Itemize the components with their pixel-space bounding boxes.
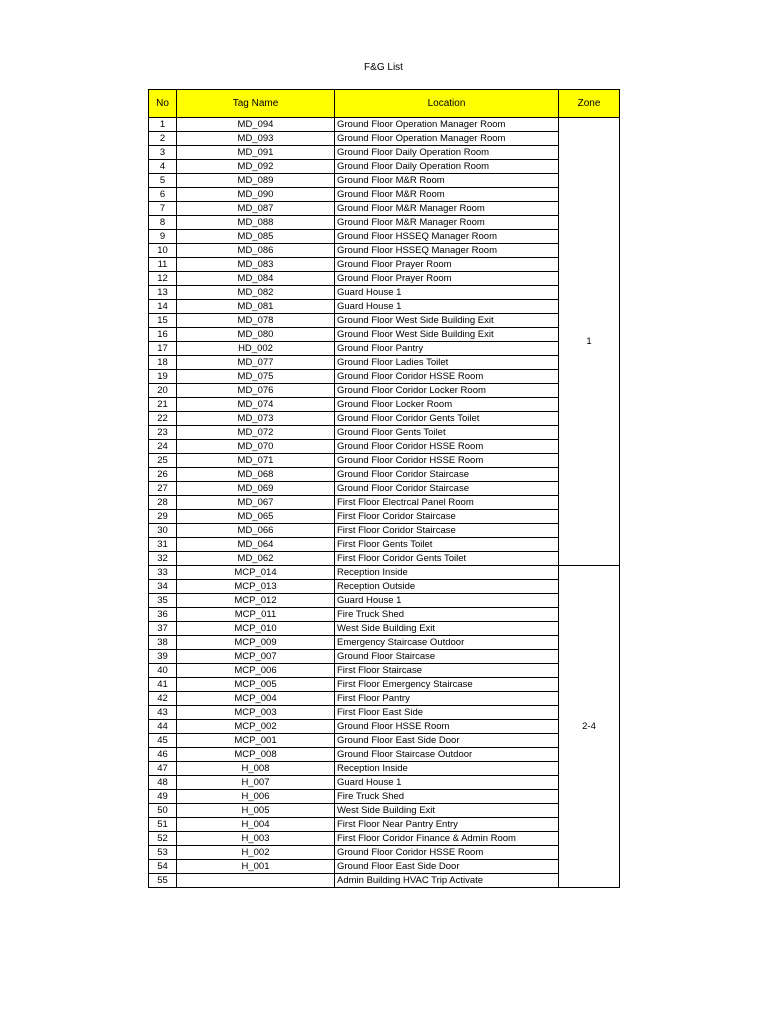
cell-no: 29 [149, 510, 177, 524]
table-row [149, 594, 620, 608]
cell-location: Ground Floor Pantry [335, 342, 559, 356]
table-row [149, 468, 620, 482]
cell-tag-name: MD_091 [177, 146, 335, 160]
cell-tag-name: MD_087 [177, 202, 335, 216]
cell-no: 31 [149, 538, 177, 552]
table-row [149, 118, 620, 132]
header-tag-name: Tag Name [177, 90, 335, 118]
table-row [149, 692, 620, 706]
cell-tag-name: MD_088 [177, 216, 335, 230]
cell-location: Ground Floor Daily Operation Room [335, 160, 559, 174]
cell-no: 3 [149, 146, 177, 160]
cell-tag-name: MCP_001 [177, 734, 335, 748]
cell-no: 48 [149, 776, 177, 790]
cell-location: West Side Building Exit [335, 622, 559, 636]
cell-no: 39 [149, 650, 177, 664]
cell-no: 54 [149, 860, 177, 874]
cell-tag-name: MCP_007 [177, 650, 335, 664]
cell-location: Ground Floor Prayer Room [335, 258, 559, 272]
cell-no: 25 [149, 454, 177, 468]
cell-no: 6 [149, 188, 177, 202]
cell-tag-name: MCP_012 [177, 594, 335, 608]
cell-tag-name: MCP_003 [177, 706, 335, 720]
page-title: F&G List [364, 62, 403, 73]
cell-no: 1 [149, 118, 177, 132]
cell-location: First Floor Coridor Staircase [335, 510, 559, 524]
cell-location: Ground Floor Coridor HSSE Room [335, 846, 559, 860]
cell-tag-name: MD_085 [177, 230, 335, 244]
cell-tag-name: MD_077 [177, 356, 335, 370]
table-row [149, 356, 620, 370]
cell-tag-name: MD_084 [177, 272, 335, 286]
cell-location: Reception Inside [335, 762, 559, 776]
table-row [149, 790, 620, 804]
cell-tag-name: MD_062 [177, 552, 335, 566]
cell-tag-name: H_008 [177, 762, 335, 776]
cell-location: Ground Floor Gents Toilet [335, 426, 559, 440]
cell-zone: 2-4 [559, 566, 620, 888]
cell-no: 22 [149, 412, 177, 426]
cell-tag-name: MD_089 [177, 174, 335, 188]
cell-no: 14 [149, 300, 177, 314]
table-row [149, 188, 620, 202]
table-row [149, 216, 620, 230]
cell-no: 15 [149, 314, 177, 328]
table-row [149, 552, 620, 566]
table-row [149, 664, 620, 678]
cell-location: Ground Floor East Side Door [335, 860, 559, 874]
cell-tag-name: MD_082 [177, 286, 335, 300]
cell-tag-name: MCP_011 [177, 608, 335, 622]
cell-location: First Floor Coridor Staircase [335, 524, 559, 538]
cell-tag-name: MD_073 [177, 412, 335, 426]
cell-tag-name: H_005 [177, 804, 335, 818]
cell-tag-name: MCP_005 [177, 678, 335, 692]
cell-no: 34 [149, 580, 177, 594]
cell-location: First Floor Pantry [335, 692, 559, 706]
cell-tag-name: H_006 [177, 790, 335, 804]
table-row [149, 622, 620, 636]
cell-location: First Floor Near Pantry Entry [335, 818, 559, 832]
table-row [149, 482, 620, 496]
cell-no: 9 [149, 230, 177, 244]
cell-location: Fire Truck Shed [335, 608, 559, 622]
cell-tag-name: MCP_006 [177, 664, 335, 678]
cell-location: Ground Floor M&R Room [335, 188, 559, 202]
header-zone: Zone [559, 90, 620, 118]
cell-no: 43 [149, 706, 177, 720]
cell-no: 46 [149, 748, 177, 762]
cell-location: Ground Floor Operation Manager Room [335, 118, 559, 132]
cell-tag-name: H_003 [177, 832, 335, 846]
table-row [149, 510, 620, 524]
table-row [149, 650, 620, 664]
cell-tag-name: MD_072 [177, 426, 335, 440]
cell-no: 12 [149, 272, 177, 286]
cell-no: 30 [149, 524, 177, 538]
cell-no: 23 [149, 426, 177, 440]
cell-location: Ground Floor Ladies Toilet [335, 356, 559, 370]
cell-tag-name: MD_068 [177, 468, 335, 482]
cell-tag-name: MD_075 [177, 370, 335, 384]
cell-no: 32 [149, 552, 177, 566]
cell-location: Guard House 1 [335, 300, 559, 314]
table-row [149, 874, 620, 888]
cell-tag-name: MCP_014 [177, 566, 335, 580]
cell-no: 44 [149, 720, 177, 734]
cell-tag-name: MD_081 [177, 300, 335, 314]
table-row [149, 160, 620, 174]
table-row [149, 720, 620, 734]
cell-location: Ground Floor Staircase [335, 650, 559, 664]
table-row [149, 748, 620, 762]
cell-location: Ground Floor Operation Manager Room [335, 132, 559, 146]
cell-tag-name: MD_070 [177, 440, 335, 454]
table-row [149, 762, 620, 776]
cell-no: 42 [149, 692, 177, 706]
table-row [149, 440, 620, 454]
cell-tag-name: MD_067 [177, 496, 335, 510]
table-row [149, 426, 620, 440]
table-row [149, 370, 620, 384]
table-row [149, 286, 620, 300]
cell-location: Ground Floor M&R Manager Room [335, 216, 559, 230]
fg-list-table [148, 89, 620, 888]
cell-location: First Floor Emergency Staircase [335, 678, 559, 692]
cell-location: First Floor Staircase [335, 664, 559, 678]
table-row [149, 202, 620, 216]
table-row [149, 342, 620, 356]
cell-location: Guard House 1 [335, 776, 559, 790]
cell-tag-name: MCP_010 [177, 622, 335, 636]
cell-no: 2 [149, 132, 177, 146]
cell-no: 7 [149, 202, 177, 216]
cell-no: 37 [149, 622, 177, 636]
cell-location: Ground Floor Coridor HSSE Room [335, 454, 559, 468]
cell-location: Ground Floor HSSEQ Manager Room [335, 230, 559, 244]
cell-no: 38 [149, 636, 177, 650]
cell-no: 35 [149, 594, 177, 608]
table-row [149, 818, 620, 832]
table-row [149, 230, 620, 244]
cell-location: Ground Floor Prayer Room [335, 272, 559, 286]
cell-location: Ground Floor Coridor Staircase [335, 482, 559, 496]
cell-tag-name: MD_066 [177, 524, 335, 538]
cell-no: 8 [149, 216, 177, 230]
cell-no: 16 [149, 328, 177, 342]
cell-tag-name: HD_002 [177, 342, 335, 356]
table-row [149, 300, 620, 314]
cell-no: 11 [149, 258, 177, 272]
cell-no: 40 [149, 664, 177, 678]
cell-tag-name: MD_086 [177, 244, 335, 258]
cell-location: Ground Floor Coridor Staircase [335, 468, 559, 482]
cell-tag-name: MCP_004 [177, 692, 335, 706]
table-row [149, 244, 620, 258]
table-row [149, 636, 620, 650]
cell-no: 17 [149, 342, 177, 356]
cell-tag-name: MCP_013 [177, 580, 335, 594]
table-row [149, 454, 620, 468]
table-row [149, 804, 620, 818]
cell-location: Emergency Staircase Outdoor [335, 636, 559, 650]
table-row [149, 496, 620, 510]
table-row [149, 706, 620, 720]
cell-tag-name: MD_064 [177, 538, 335, 552]
cell-location: Ground Floor HSSEQ Manager Room [335, 244, 559, 258]
table-row [149, 860, 620, 874]
cell-tag-name: MD_071 [177, 454, 335, 468]
cell-no: 51 [149, 818, 177, 832]
cell-location: Admin Building HVAC Trip Activate [335, 874, 559, 888]
cell-tag-name: MCP_002 [177, 720, 335, 734]
cell-location: First Floor East Side [335, 706, 559, 720]
cell-location: Ground Floor East Side Door [335, 734, 559, 748]
cell-no: 5 [149, 174, 177, 188]
table-row [149, 258, 620, 272]
cell-tag-name: MD_078 [177, 314, 335, 328]
cell-location: Ground Floor West Side Building Exit [335, 314, 559, 328]
cell-location: Reception Outside [335, 580, 559, 594]
cell-tag-name: H_001 [177, 860, 335, 874]
cell-location: Ground Floor Coridor Gents Toilet [335, 412, 559, 426]
cell-no: 20 [149, 384, 177, 398]
table-row [149, 678, 620, 692]
cell-tag-name: MD_076 [177, 384, 335, 398]
cell-no: 50 [149, 804, 177, 818]
cell-no: 27 [149, 482, 177, 496]
cell-tag-name [177, 874, 335, 888]
table-row [149, 566, 620, 580]
cell-location: First Floor Coridor Finance & Admin Room [335, 832, 559, 846]
cell-location: Fire Truck Shed [335, 790, 559, 804]
cell-tag-name: MD_093 [177, 132, 335, 146]
cell-no: 49 [149, 790, 177, 804]
cell-location: Ground Floor Staircase Outdoor [335, 748, 559, 762]
cell-no: 4 [149, 160, 177, 174]
table-row [149, 272, 620, 286]
cell-location: Ground Floor Coridor HSSE Room [335, 440, 559, 454]
cell-no: 18 [149, 356, 177, 370]
table-header-row [149, 90, 620, 118]
table-row [149, 146, 620, 160]
table-row [149, 398, 620, 412]
cell-location: First Floor Gents Toilet [335, 538, 559, 552]
cell-no: 41 [149, 678, 177, 692]
cell-no: 52 [149, 832, 177, 846]
cell-tag-name: MD_094 [177, 118, 335, 132]
cell-tag-name: H_004 [177, 818, 335, 832]
cell-location: Ground Floor M&R Manager Room [335, 202, 559, 216]
table-row [149, 846, 620, 860]
cell-no: 28 [149, 496, 177, 510]
cell-location: First Floor Electrcal Panel Room [335, 496, 559, 510]
table-row [149, 132, 620, 146]
cell-location: Ground Floor M&R Room [335, 174, 559, 188]
table-row [149, 580, 620, 594]
header-location: Location [335, 90, 559, 118]
cell-no: 33 [149, 566, 177, 580]
cell-location: Ground Floor HSSE Room [335, 720, 559, 734]
table-row [149, 538, 620, 552]
cell-tag-name: MD_080 [177, 328, 335, 342]
cell-no: 21 [149, 398, 177, 412]
cell-location: West Side Building Exit [335, 804, 559, 818]
table-row [149, 608, 620, 622]
cell-tag-name: MD_065 [177, 510, 335, 524]
cell-no: 13 [149, 286, 177, 300]
cell-location: Ground Floor Locker Room [335, 398, 559, 412]
cell-location: Ground Floor Daily Operation Room [335, 146, 559, 160]
table-row [149, 328, 620, 342]
table-row [149, 832, 620, 846]
cell-tag-name: H_007 [177, 776, 335, 790]
cell-tag-name: MD_074 [177, 398, 335, 412]
cell-location: Ground Floor West Side Building Exit [335, 328, 559, 342]
cell-tag-name: MD_083 [177, 258, 335, 272]
table-row [149, 524, 620, 538]
cell-no: 45 [149, 734, 177, 748]
cell-tag-name: MD_092 [177, 160, 335, 174]
cell-no: 24 [149, 440, 177, 454]
cell-no: 19 [149, 370, 177, 384]
table-row [149, 734, 620, 748]
cell-tag-name: MD_090 [177, 188, 335, 202]
table-body [149, 118, 620, 888]
cell-no: 53 [149, 846, 177, 860]
cell-location: Guard House 1 [335, 594, 559, 608]
cell-zone: 1 [559, 118, 620, 566]
table-row [149, 174, 620, 188]
cell-tag-name: H_002 [177, 846, 335, 860]
header-no: No [149, 90, 177, 118]
cell-tag-name: MD_069 [177, 482, 335, 496]
table-row [149, 384, 620, 398]
cell-no: 26 [149, 468, 177, 482]
cell-location: First Floor Coridor Gents Toilet [335, 552, 559, 566]
cell-location: Ground Floor Coridor Locker Room [335, 384, 559, 398]
table-row [149, 412, 620, 426]
cell-tag-name: MCP_008 [177, 748, 335, 762]
table-row [149, 776, 620, 790]
table-row [149, 314, 620, 328]
cell-no: 55 [149, 874, 177, 888]
cell-tag-name: MCP_009 [177, 636, 335, 650]
cell-location: Guard House 1 [335, 286, 559, 300]
cell-location: Ground Floor Coridor HSSE Room [335, 370, 559, 384]
cell-location: Reception Inside [335, 566, 559, 580]
cell-no: 10 [149, 244, 177, 258]
cell-no: 36 [149, 608, 177, 622]
cell-no: 47 [149, 762, 177, 776]
